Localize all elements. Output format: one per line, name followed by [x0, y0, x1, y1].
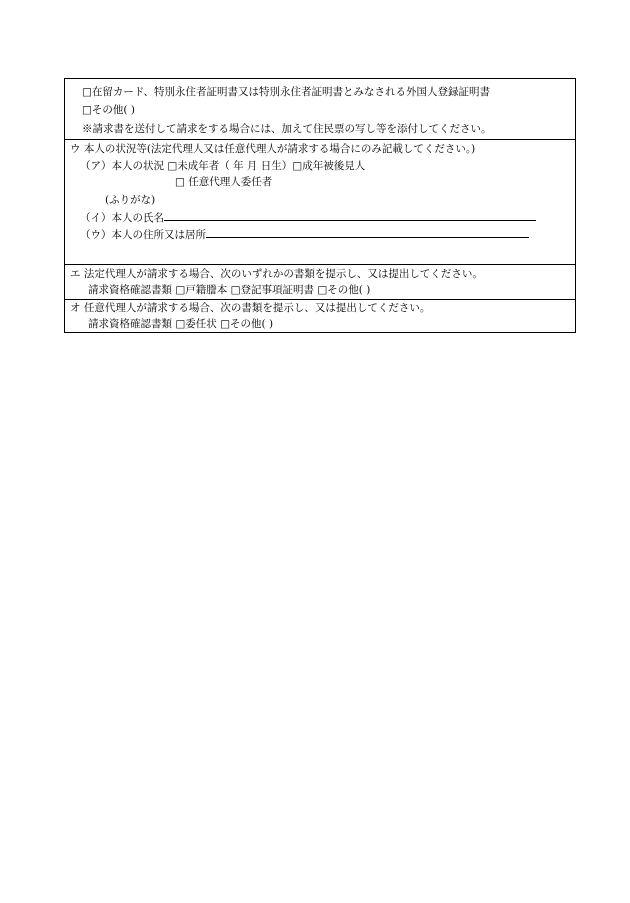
principal-address-field[interactable]: [206, 226, 529, 238]
principal-address-label: （ウ）本人の住所又は居所: [80, 229, 206, 241]
other-document-checkbox-line[interactable]: □その他( ): [82, 104, 135, 116]
mail-request-note: ※請求書を送付して請求をする場合には、加えて住民票の写し等を添付してください。: [82, 123, 492, 135]
legal-agent-documents[interactable]: 請求資格確認書類 □戸籍謄本 □登記事項証明書 □その他( ): [88, 284, 371, 296]
voluntary-agent-section: [65, 300, 575, 332]
furigana-label: (ふりがな): [105, 194, 156, 206]
voluntary-agent-documents[interactable]: 請求資格確認書類 □委任状 □その他( ): [88, 318, 274, 330]
principal-address-row: [80, 226, 529, 243]
principal-name-label: （イ）本人の氏名: [80, 212, 164, 224]
principal-status-line[interactable]: （ア）本人の状況 □未成年者（ 年 月 日生）□成年被後見人: [80, 160, 366, 172]
legal-agent-section: [65, 265, 575, 300]
voluntary-agent-heading: オ 任意代理人が請求する場合、次の書類を提示し、又は提出してください。: [70, 302, 431, 314]
request-form-box: [64, 78, 576, 333]
principal-name-row: [80, 209, 536, 226]
principal-name-field[interactable]: [164, 209, 536, 221]
principal-status-heading: ウ 本人の状況等(法定代理人又は任意代理人が請求する場合にのみ記載してください。): [70, 143, 476, 155]
residence-card-checkbox-line[interactable]: □在留カード、特別永住者証明書又は特別永住者証明書とみなされる外国人登録証明書: [82, 86, 490, 98]
voluntary-principal-checkbox[interactable]: □ 任意代理人委任者: [175, 176, 273, 188]
legal-agent-heading: エ 法定代理人が請求する場合、次のいずれかの書類を提示し、又は提出してください。: [70, 268, 483, 280]
principal-status-section: [65, 140, 575, 265]
identity-documents-section: [65, 79, 575, 140]
